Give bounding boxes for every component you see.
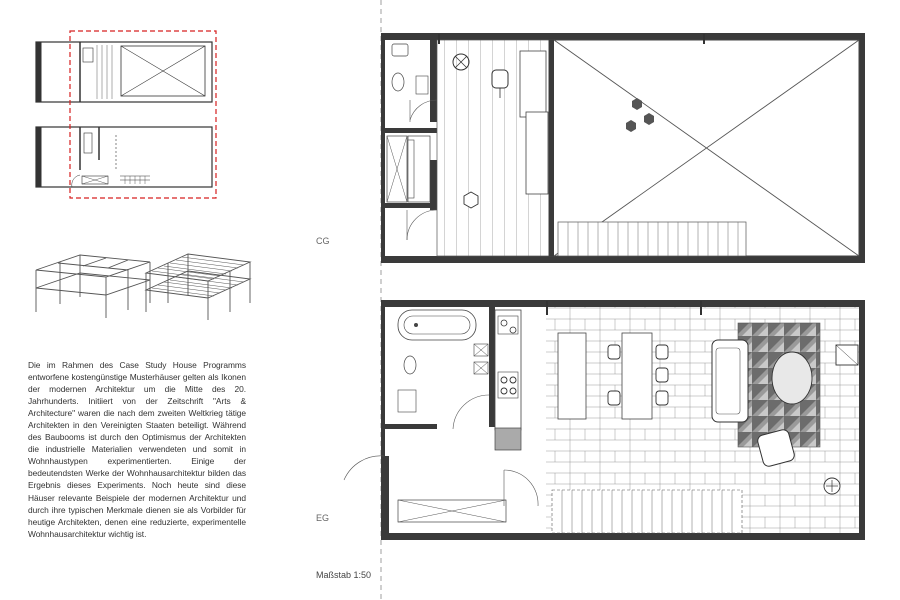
frame-axonometric-1	[36, 255, 150, 318]
description-text: Die im Rahmen des Case Study House Programms entworfene kostengünstige Musterhäuser gelten als Ikonen der modernen Architektur um die Mitte des 20. Jahrhunderts. Initiiert von der Zeitschrift "Arts & Architecture" waren die nach dem zweiten Weltkrieg tätige Architekten in den Vereinigten Staaten beteiligt. Während des Baubooms ist durch den Optimismus der Architekten die industrielle Materialien verwendeten und somit in Wohnhaustypen experimentierten. Einige der bedeutendsten Werke der Wohnhausarchitektur bilden das Ergebnis dieses Experiments. Noch heute sind diese Häuser relevante Beispiele der modernen Architektur und durch ihre typischen Merkmale dienen sie als Vorbilder für heutige Architekten, denen eine reduzierte, experimentelle Wohnhausarchitektur wichtig ist.	[28, 360, 246, 539]
label-cg: CG	[316, 236, 330, 246]
key-plan-ground	[36, 127, 212, 187]
upper-floor-plan	[381, 33, 865, 263]
ground-floor-plan	[344, 300, 865, 540]
frame-axonometric-2	[146, 254, 250, 320]
label-eg: EG	[316, 513, 330, 523]
scale-label: Maßstab 1:50	[316, 570, 372, 580]
key-plan-upper	[36, 42, 212, 102]
highlight-frame	[70, 31, 216, 198]
